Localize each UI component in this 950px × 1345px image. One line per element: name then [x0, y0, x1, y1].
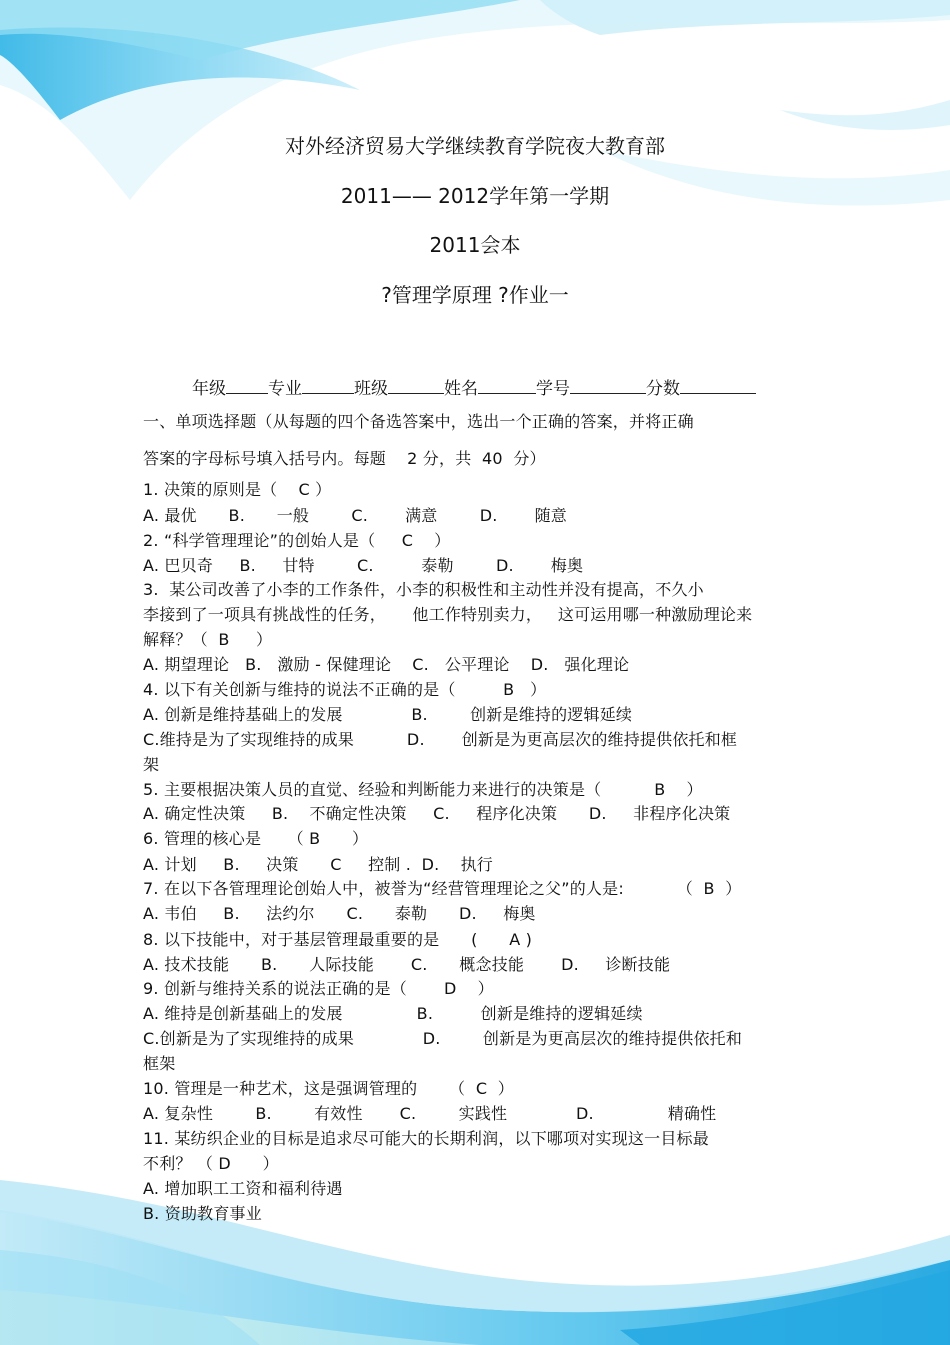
text-line: A. 确定性决策 B. 不确定性决策 C. 程序化决策 D. 非程序化决策	[143, 804, 731, 823]
text-line: 9. 创新与维持关系的说法正确的是（ D ）	[143, 979, 494, 998]
student-id-field[interactable]	[570, 377, 646, 394]
text-line: 一、单项选择题（从每题的四个备选答案中，选出一个正确的答案，并将正确	[143, 412, 694, 431]
text-line: 框架	[143, 1054, 176, 1073]
grade-field[interactable]	[226, 377, 268, 394]
text-line: A. 期望理论 B. 激励 - 保健理论 C. 公平理论 D. 强化理论	[143, 655, 630, 674]
text-line: A. 维持是创新基础上的发展 B. 创新是维持的逻辑延续	[143, 1004, 643, 1023]
class-title: 2011会本	[429, 233, 521, 257]
text-line: C.创新是为了实现维持的成果 D. 创新是为更高层次的维持提供依托和	[143, 1029, 743, 1048]
name-field[interactable]	[478, 377, 536, 394]
student-info-row	[192, 374, 756, 399]
text-line: A. 韦伯 B. 法约尔 C. 泰勒 D. 梅奥	[143, 904, 536, 923]
text-line: 解释？（ B ）	[143, 630, 273, 649]
major-field[interactable]	[302, 377, 354, 394]
term-title: 2011—— 2012学年第一学期	[340, 184, 610, 208]
text-line: 5. 主要根据决策人员的直觉、经验和判断能力来进行的决策是（ B ）	[143, 780, 703, 799]
assignment-title: ?管理学原理 ?作业一	[381, 283, 569, 307]
text-line: 11. 某纺织企业的目标是追求尽可能大的长期利润，以下哪项对实现这一目标最	[143, 1129, 709, 1148]
text-line: 1. 决策的原则是（ C ）	[143, 480, 332, 499]
major-label: 专业	[268, 379, 302, 399]
score-field[interactable]	[680, 377, 756, 394]
text-line: 架	[143, 755, 160, 774]
student-id-label: 学号	[536, 379, 570, 399]
grade-label: 年级	[192, 379, 226, 399]
text-line: 6. 管理的核心是 （ B ）	[143, 829, 369, 848]
text-line: 7. 在以下各管理理论创始人中，被誉为“经营管理理论之父”的人是: （ B ）	[143, 879, 742, 898]
text-line: A. 计划 B. 决策 C 控制 . D. 执行	[143, 855, 493, 874]
text-line: 10. 管理是一种艺术，这是强调管理的 （ C ）	[143, 1079, 514, 1098]
text-line: C.维持是为了实现维持的成果 D. 创新是为更高层次的维持提供依托和框	[143, 730, 738, 749]
text-line: 8. 以下技能中，对于基层管理最重要的是 ( A )	[143, 930, 533, 949]
text-line: 不利？ （ D ）	[143, 1154, 279, 1173]
text-line: A. 复杂性 B. 有效性 C. 实践性 D. 精确性	[143, 1104, 717, 1123]
class-field[interactable]	[388, 377, 444, 394]
text-line: 答案的字母标号填入括号内。每题 2 分，共 40 分）	[143, 449, 546, 468]
score-label: 分数	[646, 379, 680, 399]
text-line: A. 巴贝奇 B. 甘特 C. 泰勒 D. 梅奥	[143, 556, 584, 575]
text-line: A. 增加职工工资和福利待遇	[143, 1179, 343, 1198]
text-line: 李接到了一项具有挑战性的任务， 他工作特别卖力， 这可运用哪一种激励理论来	[143, 605, 753, 624]
institution-title: 对外经济贸易大学继续教育学院夜大教育部	[285, 134, 665, 158]
text-line: A. 最优 B. 一般 C. 满意 D. 随意	[143, 506, 567, 525]
text-line: 4. 以下有关创新与维持的说法不正确的是（ B ）	[143, 680, 547, 699]
text-line: 3. 某公司改善了小李的工作条件，小李的积极性和主动性并没有提高，不久小	[143, 580, 704, 599]
text-line: 2. “科学管理理论”的创始人是（ C ）	[143, 531, 451, 550]
text-line: B. 资助教育事业	[143, 1204, 262, 1223]
name-label: 姓名	[444, 379, 478, 399]
class-label: 班级	[354, 379, 388, 399]
text-line: A. 技术技能 B. 人际技能 C. 概念技能 D. 诊断技能	[143, 955, 671, 974]
text-line: A. 创新是维持基础上的发展 B. 创新是维持的逻辑延续	[143, 705, 633, 724]
